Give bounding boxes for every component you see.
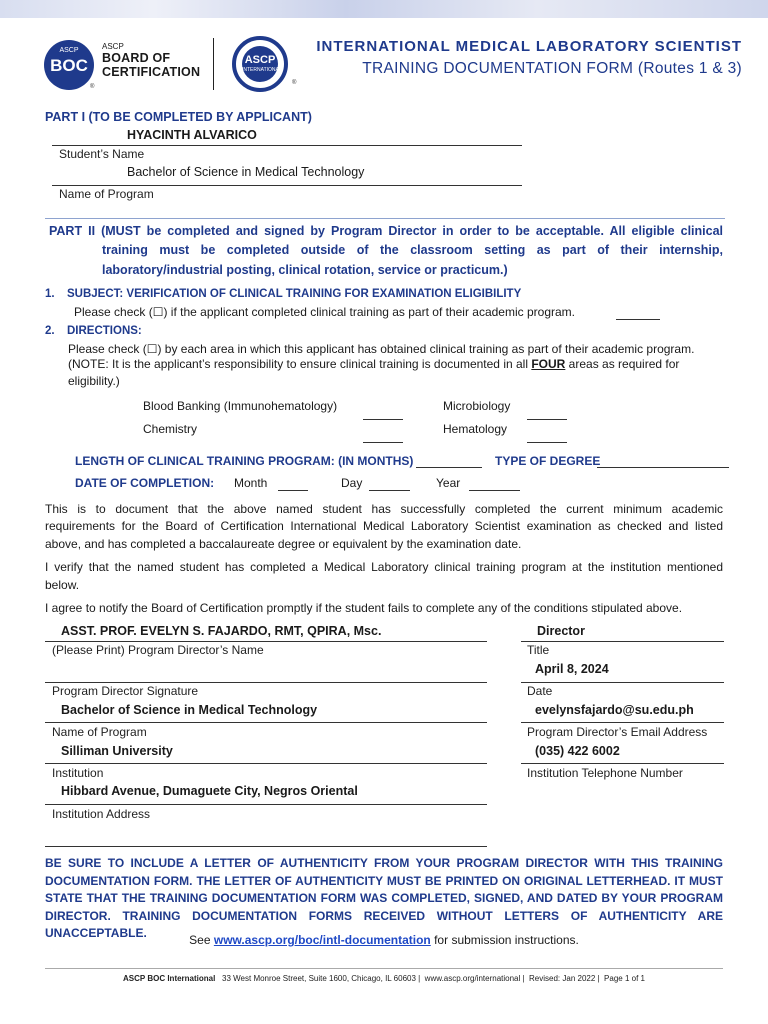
section-separator <box>45 218 725 219</box>
item1-checkbox-blank[interactable] <box>616 319 660 320</box>
form-subtitle: TRAINING DOCUMENTATION FORM (Routes 1 & 3) <box>362 60 742 77</box>
item2-number: 2. <box>45 325 55 337</box>
part2-heading-line2: training must be completed outside of the classroom setting as part of their internship, <box>102 243 723 257</box>
statement3: I agree to notify the Board of Certification promptly if the student fails to complete any of the conditions stipulated above. <box>45 601 683 615</box>
submission-instructions <box>0 932 768 948</box>
boc-logo <box>44 40 94 90</box>
logo-divider <box>213 38 214 90</box>
area-microbiology-blank[interactable] <box>527 419 567 420</box>
date-label: Date <box>527 684 553 698</box>
boc-wordmark-small: ASCP <box>102 42 124 51</box>
signature-line <box>45 682 487 683</box>
footer-website: www.ascp.org/international <box>424 974 521 983</box>
statement2-line1: I verify that the named student has completed a Medical Laboratory clinical training program at the institution mentioned <box>45 560 723 574</box>
statement1-line1: This is to document that the above named student has successfully completed the current minimum academic <box>45 502 723 516</box>
boc-wordmark <box>102 42 200 79</box>
boc-logo-big-text: BOC <box>50 56 88 75</box>
student-name-line <box>52 145 522 146</box>
statement2-line2: below. <box>45 578 80 592</box>
phone-value: (035) 422 6002 <box>535 744 620 758</box>
director-title-value: Director <box>537 624 585 638</box>
item2-note-a: (NOTE: It is the applicant’s responsibility to ensure clinical training is documented in all <box>68 357 532 371</box>
student-name-value: HYACINTH ALVARICO <box>127 128 257 142</box>
footer-revised: Revised: Jan 2022 <box>529 974 596 983</box>
institution-label: Institution <box>52 766 104 780</box>
item2-text-line3: eligibility.) <box>68 374 120 388</box>
intl-logo-text: ASCP <box>244 54 276 66</box>
area-hematology: Hematology <box>443 422 508 436</box>
address-extra-line <box>45 846 487 847</box>
director-title-label: Title <box>527 643 550 657</box>
boc-logo-small-text: ASCP <box>59 47 79 54</box>
area-blood-banking-blank[interactable] <box>363 419 403 420</box>
area-blood-banking: Blood Banking (Immunohematology) <box>143 399 338 413</box>
submission-link[interactable]: www.ascp.org/boc/intl-documentation <box>213 933 431 947</box>
boc-wordmark-line1: BOARD OF <box>102 51 171 65</box>
area-chemistry: Chemistry <box>143 422 198 436</box>
student-name-label: Student’s Name <box>59 147 145 161</box>
item1-heading: SUBJECT: VERIFICATION OF CLINICAL TRAINING FOR EXAMINATION ELIGIBILITY <box>67 288 522 300</box>
area-microbiology: Microbiology <box>443 399 511 413</box>
registered-mark: ® <box>90 84 95 90</box>
length-label: LENGTH OF CLINICAL TRAINING PROGRAM: (IN MONTHS) <box>75 454 414 468</box>
program-name-value: Bachelor of Science in Medical Technology <box>127 165 365 179</box>
authenticity-notice: BE SURE TO INCLUDE A LETTER OF AUTHENTICITY FROM YOUR PROGRAM DIRECTOR WITH THIS TRAINING DOCUMENTATION FORM. THE LETTER OF AUTHENTICITY MUST BE PRINTED ON ORIGINAL LETTERHEAD. IT MUST STATE THAT THE TRAINING DOCUMENTATION FORM WAS COMPLETED, SIGNED, AND DATED BY YOUR PROGRAM DIRECTOR. TRAINING DOCUMENTATION FORMS RECEIVED WITHOUT LETTERS OF AUTHENTICITY ARE UNACCEPTABLE. <box>45 856 723 940</box>
item2-text-line2 <box>68 356 679 372</box>
header-decorative-band <box>0 0 768 18</box>
completion-label: DATE OF COMPLETION: <box>75 476 215 490</box>
ascp-international-logo <box>232 36 288 92</box>
form-title: INTERNATIONAL MEDICAL LABORATORY SCIENTIST <box>316 38 742 55</box>
director-name-label: (Please Print) Program Director’s Name <box>52 643 264 657</box>
degree-label: TYPE OF DEGREE <box>495 454 601 468</box>
footer-org: ASCP BOC International <box>123 974 216 983</box>
see-prefix: See <box>189 933 214 947</box>
signature-label: Program Director Signature <box>52 684 199 698</box>
degree-blank[interactable] <box>597 467 729 468</box>
intl-logo-subtext: INTERNATIONAL <box>242 67 282 73</box>
part1-heading: PART I (TO BE COMPLETED BY APPLICANT) <box>45 110 312 124</box>
institution-value: Silliman University <box>61 744 173 758</box>
length-blank[interactable] <box>416 467 482 468</box>
item2-note-four: FOUR <box>531 357 566 371</box>
director-name-line <box>45 641 487 642</box>
director-program-label: Name of Program <box>52 725 147 739</box>
completion-month-blank[interactable] <box>278 490 308 491</box>
item2-note-c: areas as required for <box>565 357 680 371</box>
address-value: Hibbard Avenue, Dumaguete City, Negros Oriental <box>61 784 358 798</box>
completion-day-label: Day <box>341 476 363 490</box>
director-email-label: Program Director’s Email Address <box>527 725 708 739</box>
boc-wordmark-line2: CERTIFICATION <box>102 65 201 79</box>
director-program-value: Bachelor of Science in Medical Technology <box>61 703 318 717</box>
statement1-line2: requirements for the Board of Certification International Medical Laboratory Scientist examination as checked and listed <box>45 519 723 533</box>
item1-number: 1. <box>45 288 55 300</box>
area-chemistry-blank[interactable] <box>363 442 403 443</box>
director-email-line <box>521 722 724 723</box>
phone-line <box>521 763 724 764</box>
director-program-line <box>45 722 487 723</box>
item2-text-line1: Please check (☐) by each area in which this applicant has obtained clinical training as part of their academic program. <box>68 342 695 356</box>
director-date-value: April 8, 2024 <box>535 662 609 676</box>
see-suffix: for submission instructions. <box>430 933 579 947</box>
completion-year-label: Year <box>436 476 461 490</box>
area-hematology-blank[interactable] <box>527 442 567 443</box>
date-line <box>521 682 724 683</box>
registered-mark-2: ® <box>292 80 297 86</box>
footer-separator <box>45 968 723 969</box>
footer-page: Page 1 of 1 <box>604 974 645 983</box>
institution-line <box>45 763 487 764</box>
completion-month-label: Month <box>234 476 268 490</box>
program-name-line <box>52 185 522 186</box>
footer: ASCP BOC International 33 West Monroe Street, Suite 1600, Chicago, IL 60603 | www.ascp.org/international | Revised: Jan 2022 | Page 1 of 1 <box>123 974 645 983</box>
statement1-line3: above, and has completed a baccalaureate degree or equivalent by the examination date. <box>45 537 522 551</box>
part2-heading-line3: laboratory/industrial posting, clinical rotation, service or practicum.) <box>102 263 508 277</box>
item2-heading: DIRECTIONS: <box>67 325 142 337</box>
director-title-line <box>521 641 724 642</box>
phone-label: Institution Telephone Number <box>527 766 683 780</box>
part2-heading-line1: PART II (MUST be completed and signed by Program Director in order to be acceptable. All eligible clinical <box>49 224 723 238</box>
address-line <box>45 804 487 805</box>
footer-address: 33 West Monroe Street, Suite 1600, Chicago, IL 60603 <box>222 974 416 983</box>
completion-year-blank[interactable] <box>469 490 520 491</box>
item1-text: Please check (☐) if the applicant completed clinical training as part of their academic program. <box>74 305 575 319</box>
program-name-label: Name of Program <box>59 187 154 201</box>
completion-day-blank[interactable] <box>369 490 410 491</box>
director-name-value: ASST. PROF. EVELYN S. FAJARDO, RMT, QPIRA, Msc. <box>61 624 382 638</box>
address-label: Institution Address <box>52 807 151 821</box>
director-email-value: evelynsfajardo@su.edu.ph <box>535 703 694 717</box>
